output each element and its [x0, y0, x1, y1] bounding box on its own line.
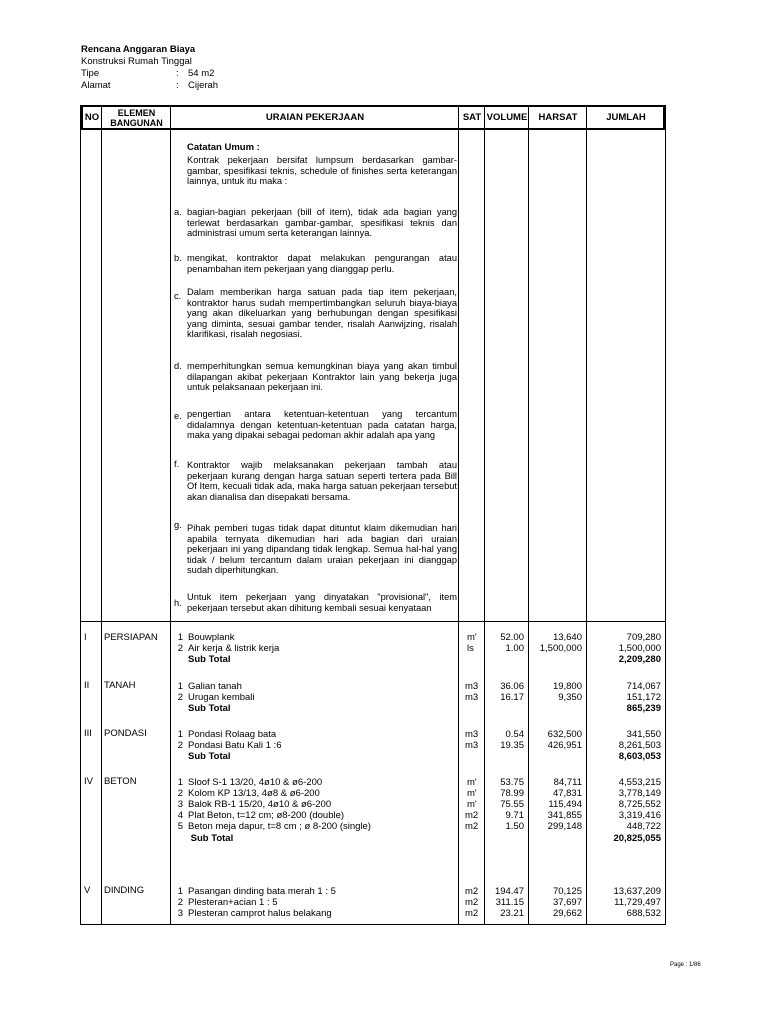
item-harsat: 341,855	[547, 810, 582, 821]
field-tipe	[81, 68, 215, 80]
section-no: III	[84, 728, 92, 739]
item-desc: Urugan kembali	[188, 692, 255, 703]
item-sat: m3	[465, 692, 479, 703]
section-no: V	[84, 885, 91, 896]
section-no: II	[84, 680, 90, 691]
item-sat: m2	[465, 810, 479, 821]
item-harsat: 426,951	[547, 740, 582, 751]
header-volume: VOLUME	[486, 111, 528, 123]
section-name: DINDING	[104, 885, 145, 896]
item-no: 1	[177, 729, 183, 740]
item-jumlah: 11,729,497	[614, 897, 661, 908]
notes-intro: Kontrak pekerjaan bersifat lumpsum berdasarkan gambar-gambar, spesifikasi teknis, schedule of finishes serta keterangan lainnya, untuk itu maka :	[187, 155, 457, 186]
item-volume: 36.06	[500, 681, 524, 692]
note-text: bagian-bagian pekerjaan (bill of item), tidak ada bagian yang terlewat berdasarkan gambar-gambar, spesifikasi teknis dan administrasi umum serta keterangan lainnya.	[187, 207, 457, 238]
item-jumlah: 341,550	[626, 729, 661, 740]
column-divider	[101, 105, 102, 924]
item-volume: 53.75	[500, 777, 524, 788]
item-sat: m'	[467, 632, 477, 643]
table-header	[81, 105, 665, 130]
notes-divider	[81, 621, 665, 622]
item-no: 1	[177, 632, 183, 643]
item-harsat: 632,500	[547, 729, 582, 740]
field-label: Alamat	[81, 80, 111, 91]
item-jumlah: 13,637,209	[613, 886, 661, 897]
field-value: Cijerah	[188, 80, 219, 91]
item-jumlah: 709,280	[626, 632, 661, 643]
header-elemen-line2: BANGUNAN	[110, 117, 163, 128]
document-header	[81, 44, 219, 92]
column-divider	[458, 105, 459, 924]
item-no: 1	[177, 886, 183, 897]
item-sat: m'	[467, 777, 477, 788]
note-letter: c.	[174, 291, 182, 301]
section-name: PERSIAPAN	[104, 632, 158, 643]
item-sat: m2	[465, 886, 479, 897]
item-desc: Pasangan dinding bata merah 1 : 5	[188, 886, 336, 897]
item-volume: 16.17	[500, 692, 524, 703]
note-letter: g.	[174, 520, 182, 530]
document-subtitle: Konstruksi Rumah Tinggal	[81, 56, 192, 67]
item-harsat: 70,125	[552, 886, 582, 897]
item-volume: 52.00	[500, 632, 524, 643]
section-no: IV	[84, 776, 93, 787]
item-no: 2	[177, 897, 183, 908]
field-label: Tipe	[81, 68, 100, 79]
header-jumlah: JUMLAH	[606, 111, 646, 123]
document-title: Rencana Anggaran Biaya	[81, 44, 196, 55]
item-volume: 1.50	[505, 821, 524, 832]
item-sat: ls	[467, 643, 474, 654]
subtotal-value: 8,603,053	[618, 751, 661, 762]
item-desc: Plesteran camprot halus belakang	[188, 908, 332, 919]
item-no: 4	[177, 810, 183, 821]
item-volume: 0.54	[505, 729, 524, 740]
item-sat: m2	[465, 897, 479, 908]
field-separator: :	[176, 68, 179, 79]
item-harsat: 47,831	[552, 788, 582, 799]
item-desc: Plat Beton, t=12 cm; ø8-200 (double)	[188, 810, 345, 821]
notes-title: Catatan Umum :	[187, 142, 260, 153]
field-alamat	[81, 80, 219, 92]
item-harsat: 9,350	[558, 692, 582, 703]
header-no: NO	[84, 111, 100, 123]
note-letter: a.	[174, 207, 182, 217]
field-separator: :	[176, 80, 179, 91]
field-value: 54 m2	[188, 68, 215, 79]
subtotal-value: 2,209,280	[618, 654, 661, 665]
item-harsat: 19,800	[552, 681, 582, 692]
item-desc: Sloof S-1 13/20, 4ø10 & ø6-200	[188, 777, 323, 788]
item-harsat: 115,494	[548, 799, 582, 810]
subtotal-label: Sub Total	[188, 703, 231, 714]
header-sat: SAT	[462, 111, 482, 123]
subtotal-value: 20,825,055	[613, 833, 661, 844]
note-letter: h.	[174, 598, 182, 608]
item-harsat: 1,500,000	[539, 643, 582, 654]
item-no: 2	[177, 643, 183, 654]
item-desc: Galian tanah	[188, 681, 242, 692]
item-no: 3	[177, 799, 183, 810]
section-name: TANAH	[104, 680, 136, 691]
note-text: pengertian antara ketentuan-ketentuan yang tercantum didalamnya dengan ketentuan-ketentuan pada catatan harga, maka yang dipakai sebagai pedoman akhir adalah apa yang	[187, 409, 457, 440]
item-sat: m2	[465, 908, 479, 919]
item-harsat: 13,640	[552, 632, 582, 643]
item-sat: m'	[467, 788, 477, 799]
item-desc: Pondasi Rolaag bata	[188, 729, 277, 740]
item-harsat: 84,711	[553, 777, 582, 788]
item-jumlah: 151,172	[626, 692, 661, 703]
item-no: 3	[177, 908, 183, 919]
item-jumlah: 8,725,552	[618, 799, 661, 810]
item-no: 2	[177, 788, 183, 799]
item-desc: Pondasi Batu Kali 1 :6	[188, 740, 282, 751]
header-elemen	[102, 107, 171, 128]
item-volume: 194.47	[494, 886, 524, 897]
note-text: Pihak pemberi tugas tidak dapat dituntut klaim dikemudian hari apabila ternyata dikemudian hari ada bagian dari uraian pekerjaan ini yang dipandang tidak lengkap. Semua hal-hal yang tidak / belum tercantum dalam uraian pekerjaan ini dianggap sudah diperhitungkan.	[187, 523, 457, 575]
item-volume: 9.71	[505, 810, 524, 821]
item-volume: 19.35	[500, 740, 524, 751]
item-desc: Beton meja dapur, t=8 cm ; ø 8-200 (single)	[188, 821, 371, 832]
note-letter: e.	[174, 411, 182, 421]
item-jumlah: 714,067	[626, 681, 661, 692]
header-harsat: HARSAT	[538, 111, 578, 123]
item-sat: m3	[465, 729, 479, 740]
item-desc: Balok RB-1 15/20, 4ø10 & ø6-200	[188, 799, 332, 810]
item-jumlah: 3,778,149	[618, 788, 661, 799]
item-jumlah: 448,722	[626, 821, 661, 832]
item-harsat: 29,662	[552, 908, 582, 919]
section-no: I	[84, 632, 87, 643]
item-volume: 311.15	[495, 897, 524, 908]
item-desc: Bouwplank	[188, 632, 235, 643]
item-desc: Plesteran+acian 1 : 5	[188, 897, 278, 908]
note-text: Dalam memberikan harga satuan pada tiap item pekerjaan, kontraktor harus sudah mempertimbangkan seluruh biaya-biaya yang akan dikeluarkan yang berhubungan dengan spesifikasi yang diminta, sesuai gambar tender, risalah Aanwijzing, risalah klarifikasi, risalah negosiasi.	[187, 287, 457, 339]
note-letter: b.	[174, 253, 182, 263]
subtotal-label: Sub Total	[188, 833, 234, 844]
section-name: PONDASI	[104, 728, 147, 739]
item-harsat: 37,697	[552, 897, 582, 908]
item-volume: 75.55	[500, 799, 524, 810]
item-no: 2	[177, 692, 183, 703]
item-no: 1	[177, 681, 183, 692]
budget-table	[80, 105, 666, 925]
subtotal-value: 865,239	[626, 703, 661, 714]
page-number: Page : 1/86	[670, 962, 701, 968]
item-volume: 78.99	[500, 788, 524, 799]
note-text: mengikat, kontraktor dapat melakukan pengurangan atau penambahan item pekerjaan yang dianggap perlu.	[187, 253, 457, 274]
note-letter: f.	[174, 459, 180, 469]
item-desc: Air kerja & listrik kerja	[188, 643, 280, 654]
item-desc: Kolom KP 13/13, 4ø8 & ø6-200	[188, 788, 320, 799]
item-jumlah: 4,553,215	[618, 777, 661, 788]
note-text: memperhitungkan semua kemungkinan biaya yang akan timbul dilapangan akibat pekerjaan Kontraktor lain yang bekerja juga untuk pelaksanaan pekerjaan ini.	[187, 361, 457, 392]
item-jumlah: 3,319,416	[618, 810, 661, 821]
header-elemen-line1: ELEMEN	[117, 107, 156, 118]
note-text: Kontraktor wajib melaksanakan pekerjaan tambah atau pekerjaan kurang dengan harga satuan seperti tertera pada Bill Of Item, kecuali tidak ada, maka harga satuan pekerjaan tersebut akan dianalisa dan disepakati bersama.	[187, 460, 457, 502]
subtotal-label: Sub Total	[188, 654, 231, 665]
item-sat: m3	[465, 681, 479, 692]
item-sat: m'	[467, 799, 477, 810]
item-sat: m3	[465, 740, 479, 751]
subtotal-label: Sub Total	[188, 751, 231, 762]
item-jumlah: 688,532	[626, 908, 661, 919]
item-sat: m2	[465, 821, 479, 832]
item-volume: 23.21	[500, 908, 524, 919]
item-no: 2	[177, 740, 183, 751]
section-name: BETON	[104, 776, 137, 787]
header-uraian: URAIAN PEKERJAAN	[265, 111, 365, 123]
item-volume: 1.00	[505, 643, 524, 654]
note-text: Untuk item pekerjaan yang dinyatakan "provisional", item pekerjaan tersebut akan dihitung kembali sesuai kenyataan	[187, 592, 457, 613]
item-no: 5	[177, 821, 183, 832]
item-jumlah: 8,261,503	[618, 740, 661, 751]
item-jumlah: 1,500,000	[618, 643, 661, 654]
item-harsat: 299,148	[547, 821, 582, 832]
item-no: 1	[177, 777, 183, 788]
note-letter: d.	[174, 361, 182, 371]
